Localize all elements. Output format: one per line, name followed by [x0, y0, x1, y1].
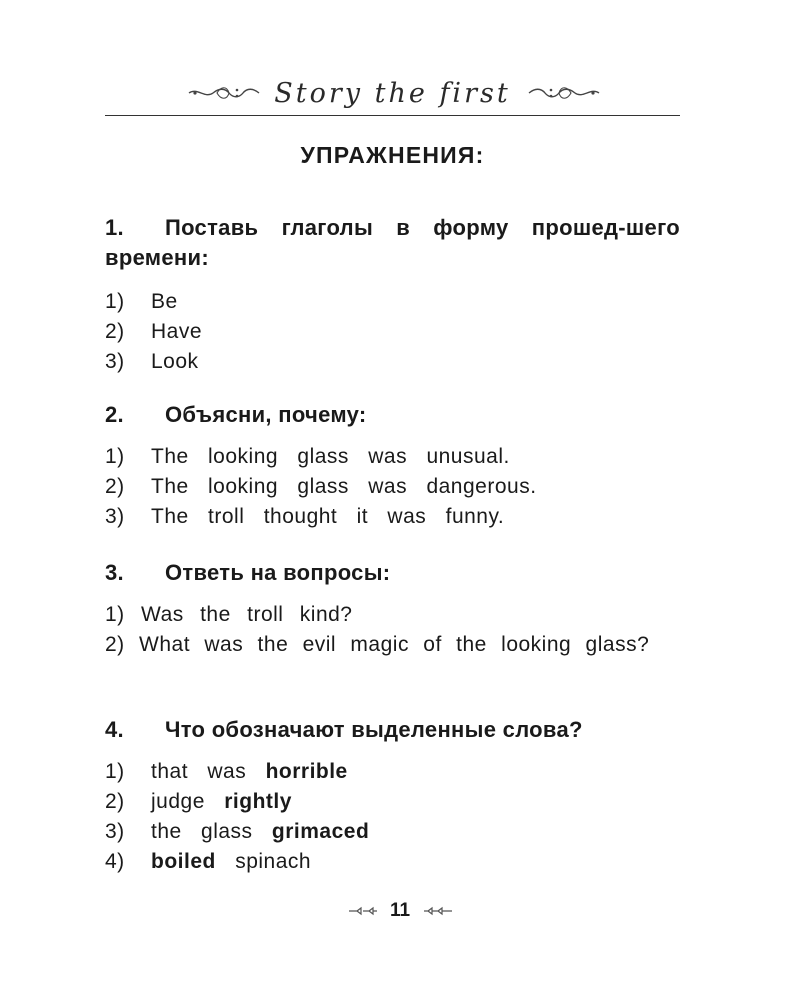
list-item: 2) The looking glass was dangerous.	[105, 475, 537, 498]
list-item: 2) What was the evil magic of the looking glass?	[105, 633, 650, 656]
list-item: 2) judge rightly	[105, 790, 292, 813]
exercise-4	[105, 715, 680, 877]
list-item: 1) The looking glass was unusual.	[105, 445, 510, 468]
exercise-heading-text: Ответь на вопросы:	[165, 560, 391, 585]
list-item: 4) boiled spinach	[105, 850, 312, 873]
exercises-title: УПРАЖНЕНИЯ:	[300, 142, 485, 168]
left-footer-ornament-icon	[348, 906, 378, 916]
exercise-number: 4.	[105, 717, 124, 742]
list-item: 3) the glass grimaced	[105, 820, 370, 843]
exercise-items	[105, 442, 680, 532]
exercise-heading	[105, 558, 680, 588]
list-item: 3) Look	[105, 350, 199, 373]
list-item: 1) Be	[105, 290, 178, 313]
exercise-heading	[105, 213, 680, 273]
list-item: 2) Have	[105, 320, 203, 343]
header-rule	[105, 115, 680, 116]
list-item: 1) that was horrible	[105, 760, 348, 783]
exercise-heading-text: Поставь глаголы в форму прошед-шего времени:	[105, 215, 680, 270]
page-number: 11	[389, 900, 411, 921]
exercise-number: 2.	[105, 402, 124, 427]
exercise-2	[105, 400, 680, 532]
exercise-3	[105, 558, 680, 660]
exercise-number: 3.	[105, 560, 124, 585]
exercise-heading	[105, 400, 680, 430]
page-footer	[0, 900, 800, 922]
exercise-heading-text: Объясни, почему:	[165, 402, 367, 427]
exercise-items	[105, 600, 680, 660]
exercise-1	[105, 213, 680, 377]
exercise-number: 1.	[105, 215, 124, 240]
exercise-items	[105, 757, 680, 877]
exercise-heading-text: Что обозначают выделенные слова?	[165, 717, 583, 742]
exercise-items	[105, 287, 680, 377]
list-item: 3) The troll thought it was funny.	[105, 505, 505, 528]
running-title: Story the first	[274, 78, 511, 109]
right-footer-ornament-icon	[423, 906, 453, 916]
running-header	[105, 70, 680, 114]
exercise-heading	[105, 715, 680, 745]
right-flourish-icon	[527, 84, 601, 102]
list-item: 1) Was the troll kind?	[105, 603, 353, 626]
